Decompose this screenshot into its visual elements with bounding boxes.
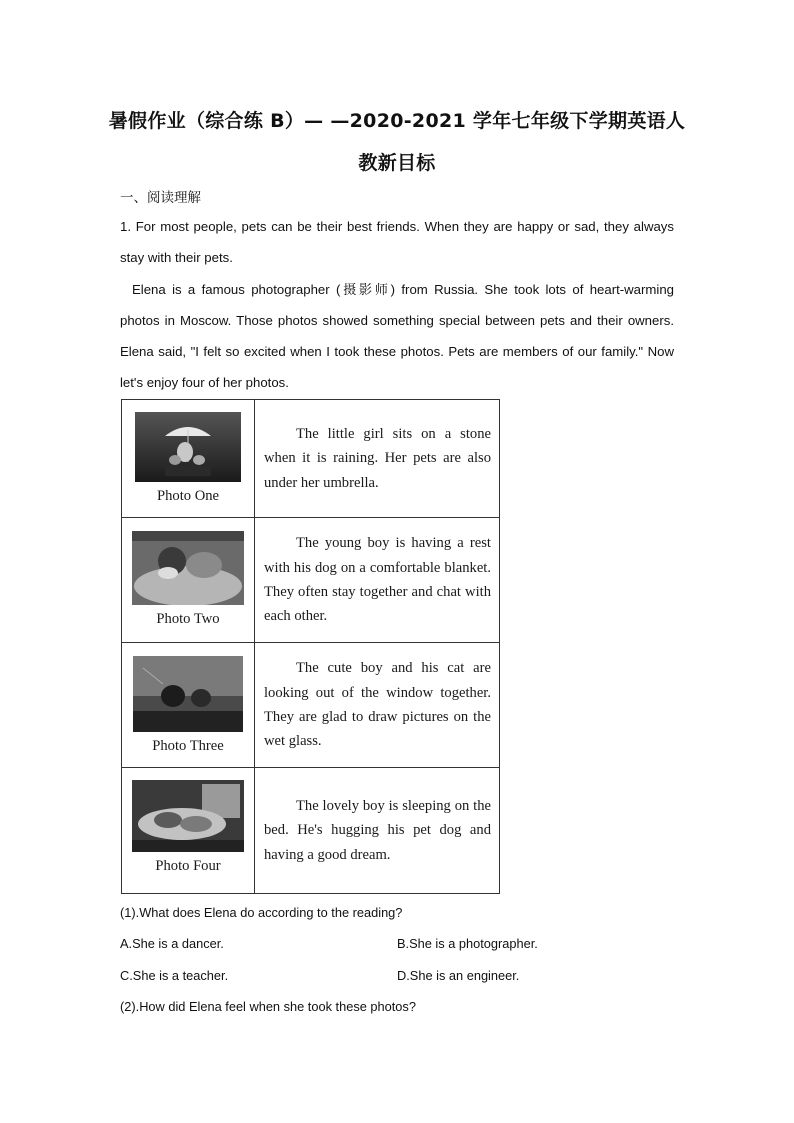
question-2: (2).How did Elena feel when she took these photos? <box>120 999 416 1014</box>
photo-row-one <box>122 400 500 518</box>
photo-text-four: The lovely boy is sleeping on the bed. He's hugging his pet dog and having a good dream. <box>264 798 491 863</box>
photo-table <box>121 399 500 894</box>
photo-caption-four: Photo Four <box>155 858 221 874</box>
photo-description-four <box>255 768 500 894</box>
passage-paragraph-1: 1. For most people, pets can be their best friends. When they are happy or sad, they always stay with their pets. <box>120 219 674 265</box>
photo-row-two <box>122 518 500 643</box>
passage-paragraph-2: Elena is a famous photographer (摄影师) from Russia. She took lots of heart-warming photos in Moscow. Those photos showed something special between pets and their owners. Elena said, "I felt so excited when I took these photos. Pets are members of our family." Now let's enjoy four of her photos. <box>120 282 674 390</box>
question-1: (1).What does Elena do according to the reading? <box>120 905 403 920</box>
photo-three-image <box>133 656 243 732</box>
photo-text-two: The young boy is having a rest with his dog on a comfortable blanket. They often stay together and chat with each other. <box>264 535 491 625</box>
option-1a: A.She is a dancer. <box>120 936 224 951</box>
photo-description-three <box>255 643 500 768</box>
section-heading: 一、阅读理解 <box>120 190 201 206</box>
photo-text-one: The little girl sits on a stone when it is raining. Her pets are also under her umbrella. <box>264 426 491 491</box>
document-title-line1: 暑假作业（综合练 B）— —2020-2021 学年七年级下学期英语人 <box>108 110 686 132</box>
photo-description-one <box>255 400 500 518</box>
option-1c: C.She is a teacher. <box>120 968 229 983</box>
photo-cell-three <box>122 643 255 768</box>
photo-row-three <box>122 643 500 768</box>
photo-caption-one: Photo One <box>156 488 220 504</box>
photo-cell-two <box>122 518 255 643</box>
photo-four-image <box>132 780 244 852</box>
photo-description-two <box>255 518 500 643</box>
photo-cell-one <box>122 400 255 518</box>
photo-caption-two: Photo Two <box>156 611 220 627</box>
option-1b: B.She is a photographer. <box>397 936 538 951</box>
photo-caption-three: Photo Three <box>152 738 224 754</box>
photo-two-image <box>132 531 244 605</box>
option-1d: D.She is an engineer. <box>397 968 520 983</box>
document-title-line2: 教新目标 <box>358 152 436 174</box>
photo-cell-four <box>122 768 255 894</box>
photo-one-image <box>135 412 241 482</box>
photo-row-four <box>122 768 500 894</box>
photo-text-three: The cute boy and his cat are looking out of the window together. They are glad to draw pictures on the wet glass. <box>264 660 491 750</box>
